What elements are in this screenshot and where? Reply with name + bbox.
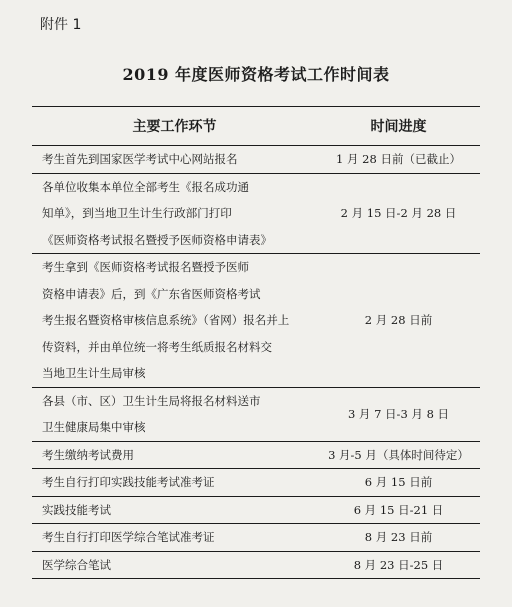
- task-cell: [32, 496, 317, 524]
- task-line: 医学综合笔试: [42, 557, 111, 572]
- document-title: 2019 年度医师资格考试工作时间表: [122, 65, 390, 84]
- task-line: 卫生健康局集中审核: [42, 420, 146, 434]
- task-line: 传资料，并由单位统一将考生纸质报名材料交: [42, 339, 272, 354]
- table-row: [32, 173, 480, 254]
- task-cell: [32, 441, 317, 469]
- task-cell: [32, 254, 317, 388]
- schedule-table: [32, 106, 480, 579]
- time-cell: 6 月 15 日前: [317, 469, 480, 497]
- task-line: 考生自行打印实践技能考试准考证: [42, 475, 215, 489]
- column-header-time: 时间进度: [317, 107, 480, 146]
- task-cell: [32, 524, 317, 552]
- task-cell: [32, 387, 317, 441]
- table-row: [32, 496, 480, 524]
- task-line: 当地卫生计生局审核: [42, 366, 146, 380]
- table-row: [32, 469, 480, 497]
- attachment-label: 附件 1: [40, 17, 82, 33]
- table-row: [32, 387, 480, 441]
- task-line: 《医师资格考试报名暨授予医师资格申请表》: [42, 232, 272, 247]
- task-line: 资格申请表》后，到《广东省医师资格考试: [42, 286, 261, 301]
- time-cell: 6 月 15 日-21 日: [317, 496, 480, 524]
- table-row: [32, 146, 480, 174]
- table-body: [32, 146, 480, 579]
- table-row: [32, 551, 480, 579]
- column-header-task: 主要工作环节: [32, 107, 317, 146]
- task-line: 各县（市、区）卫生计生局将报名材料送市: [42, 393, 261, 408]
- task-line: 知单》，到当地卫生计生行政部门打印: [42, 206, 232, 220]
- table-row: [32, 524, 480, 552]
- task-line: 考生报名暨资格审核信息系统》（省网）报名并上: [42, 313, 290, 327]
- task-line: 各单位收集本单位全部考生《报名成功通: [42, 179, 249, 194]
- task-cell: [32, 146, 317, 174]
- time-cell: 8 月 23 日前: [317, 524, 480, 552]
- task-cell: [32, 469, 317, 497]
- time-cell: 2 月 15 日-2 月 28 日: [317, 173, 480, 254]
- task-line: 考生拿到《医师资格考试报名暨授予医师: [42, 260, 249, 274]
- time-cell: 1 月 28 日前（已截止）: [317, 146, 480, 174]
- task-line: 考生缴纳考试费用: [42, 447, 134, 462]
- time-cell: 3 月-5 月（具体时间待定）: [317, 441, 480, 469]
- time-cell: 2 月 28 日前: [317, 254, 480, 388]
- task-line: 实践技能考试: [42, 502, 111, 517]
- table-row: [32, 254, 480, 388]
- task-cell: [32, 173, 317, 254]
- task-cell: [32, 551, 317, 579]
- task-line: 考生自行打印医学综合笔试准考证: [42, 530, 215, 544]
- table-row: [32, 441, 480, 469]
- task-line: 考生首先到国家医学考试中心网站报名: [42, 152, 238, 166]
- time-cell: 8 月 23 日-25 日: [317, 551, 480, 579]
- table-header-row: [32, 107, 480, 146]
- time-cell: 3 月 7 日-3 月 8 日: [317, 387, 480, 441]
